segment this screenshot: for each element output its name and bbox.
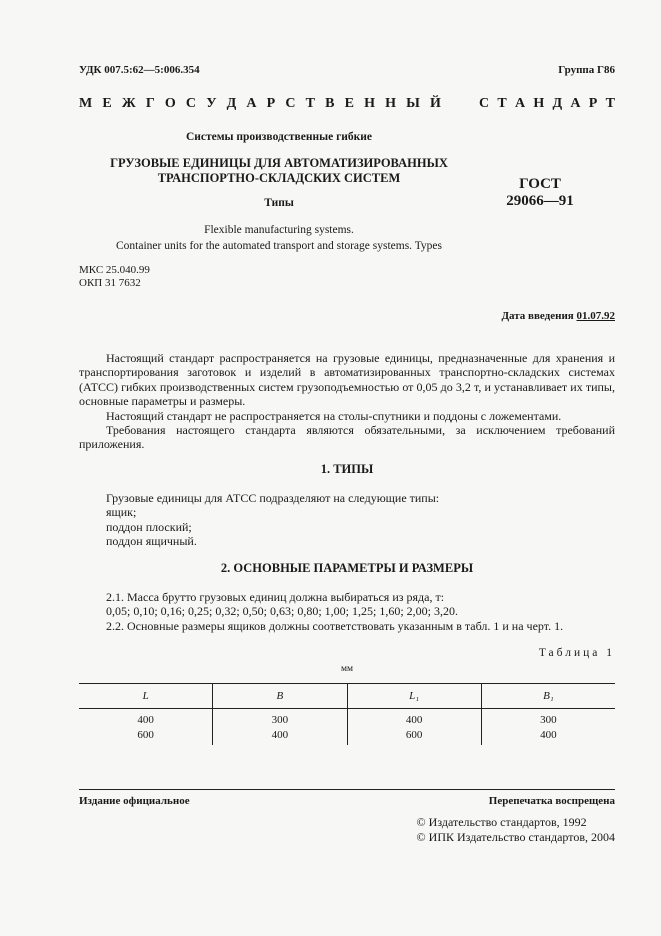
banner-letter: О — [164, 96, 176, 111]
table-cell: 300 — [213, 709, 347, 727]
official-edition-note: Издание официальное — [79, 795, 190, 807]
introduction-date — [501, 310, 615, 322]
table-cell: 600 — [347, 727, 481, 746]
banner-letter: С — [185, 96, 197, 111]
banner-letter: Ж — [121, 96, 136, 111]
intro-paragraph-2: Настоящий стандарт не распространяется на столы-спутники и поддоны с ложементами. — [106, 408, 562, 423]
list-item: поддон плоский; — [106, 519, 192, 534]
banner-letter: Т — [497, 96, 507, 111]
banner-word-interstate — [79, 96, 441, 112]
dimensions-table — [79, 683, 615, 745]
document-title — [79, 156, 479, 186]
intro-text — [79, 351, 615, 452]
table-unit: мм — [340, 664, 354, 674]
title-line-2: ТРАНСПОРТНО-СКЛАДСКИХ СИСТЕМ — [157, 171, 401, 185]
banner-letter: Й — [430, 96, 441, 111]
banner-letter: Д — [552, 96, 563, 111]
table-cell: 400 — [213, 727, 347, 746]
gost-number: 29066—91 — [506, 193, 574, 209]
group-code: Группа Г86 — [558, 64, 615, 76]
list-item: поддон ящичный. — [106, 534, 197, 549]
intro-paragraph-3: Требования настоящего стандарта являются обязательными, за исключением требований приложения. — [79, 423, 615, 452]
banner-letter: Р — [266, 96, 276, 111]
banner-letter: Г — [145, 96, 155, 111]
mks-code: МКС 25.040.99 — [79, 264, 150, 276]
table-cell: 300 — [481, 709, 615, 727]
copyright-line-1: © Издательство стандартов, 1992 — [416, 815, 587, 829]
banner-letter: Т — [605, 96, 615, 111]
banner-letter: Н — [533, 96, 545, 111]
table-cell: 400 — [347, 709, 481, 727]
banner-letter: В — [325, 96, 335, 111]
table-cell: 400 — [137, 714, 154, 726]
copyright-block — [417, 815, 615, 845]
banner-letter: С — [285, 96, 296, 111]
intro-date-label: Дата введения — [501, 310, 577, 322]
column-header-b: B — [213, 684, 347, 709]
banner-letter: Т — [305, 96, 315, 111]
section-2-heading: 2. ОСНОВНЫЕ ПАРАМЕТРЫ И РАЗМЕРЫ — [220, 561, 474, 575]
standard-banner — [79, 96, 615, 112]
banner-letter: М — [79, 96, 93, 111]
list-item: ящик; — [106, 505, 137, 520]
table-caption: Таблица 1 — [538, 647, 615, 659]
table-cell: 400 — [481, 727, 615, 746]
okp-code: ОКП 31 7632 — [79, 277, 141, 289]
intro-date-value: 01.07.92 — [576, 310, 615, 322]
udk-code: УДК 007.5:62—5:006.354 — [79, 64, 200, 76]
clause-2-1: 2.1. Масса брутто грузовых единиц должна выбираться из ряда, т: — [106, 590, 445, 604]
gost-designation — [470, 176, 610, 210]
document-subtitle: Типы — [264, 197, 294, 209]
banner-letter: Е — [344, 96, 354, 111]
banner-letter: Ы — [406, 96, 420, 111]
banner-letter: С — [479, 96, 490, 111]
section-1-body — [79, 491, 615, 549]
column-header-l1: L₁ — [347, 684, 481, 709]
table-row — [79, 727, 615, 746]
english-title-line-2: Container units for the automated transport and storage systems. Types — [115, 240, 443, 252]
column-header-b1: B₁ — [481, 684, 615, 709]
clause-2-2: 2.2. Основные размеры ящиков должны соответствовать указанным в табл. 1 и на черт. 1. — [106, 618, 564, 633]
copyright-line-2: © ИПК Издательство стандартов, 2004 — [416, 830, 615, 844]
classification-codes — [79, 264, 150, 290]
series-title: Системы производственные гибкие — [185, 131, 373, 143]
banner-letter: У — [206, 96, 217, 111]
column-header-l: L — [79, 684, 213, 709]
reprint-note: Перепечатка воспрещена — [488, 795, 615, 807]
title-line-1: ГРУЗОВЫЕ ЕДИНИЦЫ ДЛЯ АВТОМАТИЗИРОВАННЫХ — [110, 156, 448, 170]
banner-letter: А — [246, 96, 257, 111]
intro-paragraph-1: Настоящий стандарт распространяется на грузовые единицы, предназначенные для хранения и транспортирования заготовок и изделий в автоматизированных транспортно-складских системах (АТСС) гибких производственных систем грузоподъемностью от 0,05 до 3,2 т, и устанавливает их типы, основные параметры и размеры. — [79, 351, 615, 409]
mass-series: 0,05; 0,10; 0,16; 0,25; 0,32; 0,50; 0,63; 0,80; 1,00; 1,25; 1,60; 2,00; 3,20. — [106, 604, 459, 619]
banner-word-standard — [479, 96, 615, 112]
banner-letter: Е — [102, 96, 112, 111]
banner-letter: А — [570, 96, 581, 111]
table-row — [79, 709, 615, 727]
section-1-lead: Грузовые единицы для АТСС подразделяют на следующие типы: — [106, 491, 440, 505]
footer-divider — [79, 789, 615, 790]
english-title — [79, 222, 479, 254]
banner-letter: Д — [226, 96, 237, 111]
gost-label: ГОСТ — [519, 176, 561, 192]
section-1-heading: 1. ТИПЫ — [320, 462, 374, 476]
banner-letter: Н — [385, 96, 396, 111]
table-header-row — [79, 684, 615, 709]
banner-letter: Н — [364, 96, 375, 111]
table-cell: 600 — [137, 728, 154, 741]
section-2-body — [79, 590, 615, 633]
english-title-line-1: Flexible manufacturing systems. — [204, 224, 354, 236]
banner-letter: А — [514, 96, 526, 111]
banner-letter: Р — [588, 96, 598, 111]
type-list — [79, 505, 615, 548]
